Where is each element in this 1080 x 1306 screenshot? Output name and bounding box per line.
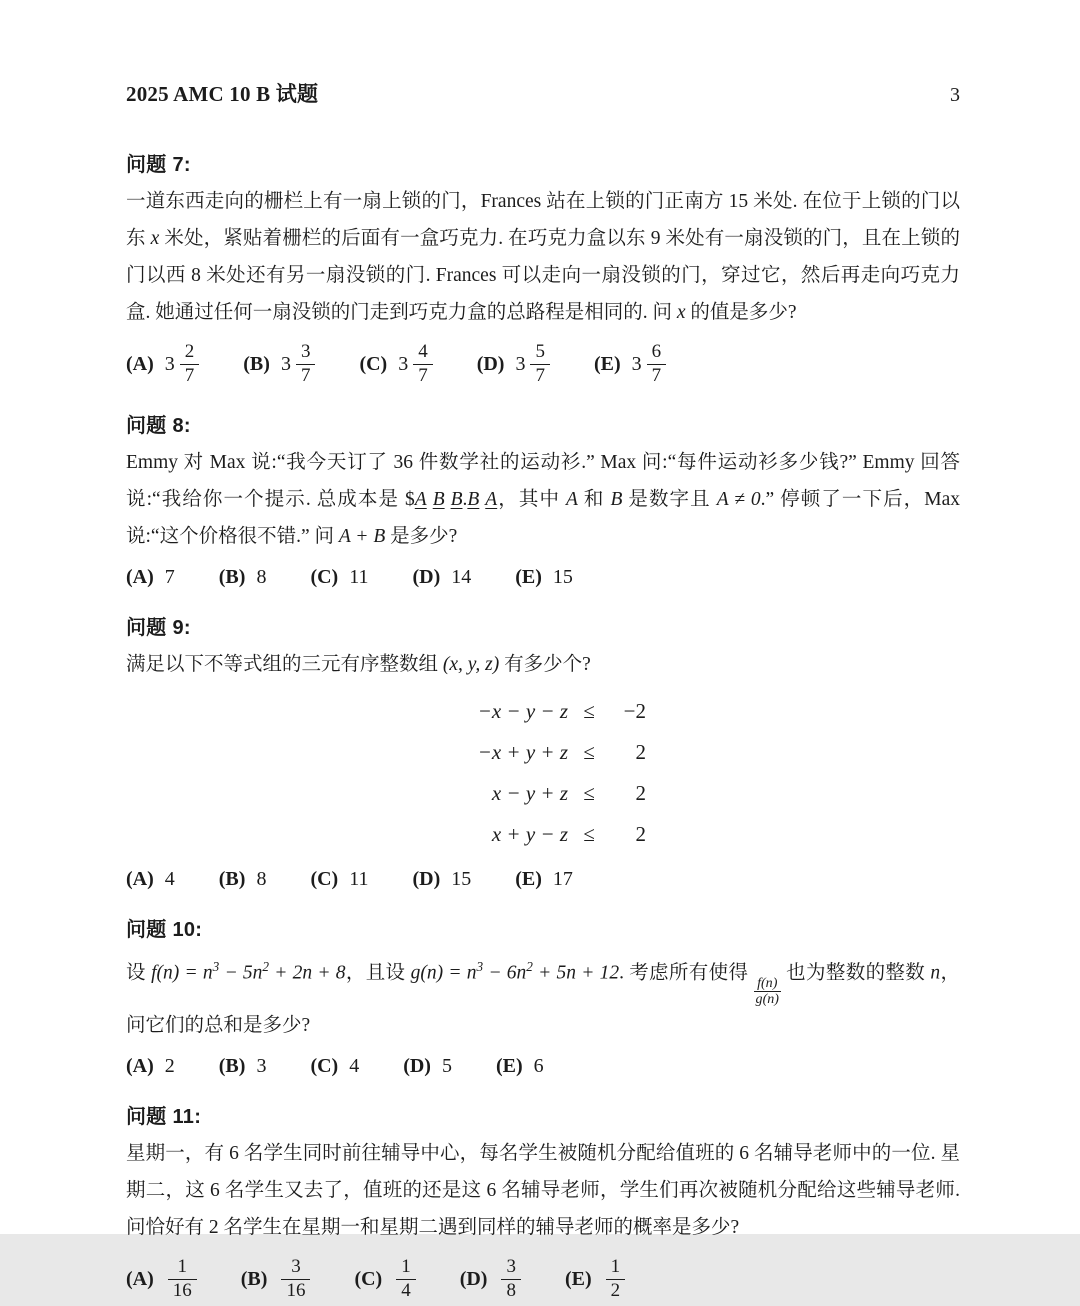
choice-fraction: [168, 1256, 197, 1302]
choice-fraction: [647, 341, 667, 387]
body-text-segment: 2: [262, 959, 269, 974]
choice-label: (B): [218, 867, 246, 890]
choice-b: [243, 341, 315, 387]
fraction-numerator: 1: [606, 1256, 626, 1279]
problem-7: [126, 148, 960, 391]
problem-body: [126, 1135, 960, 1246]
choice-label: (B): [218, 565, 246, 588]
inequality-row: [440, 699, 646, 724]
problem-9: [126, 611, 960, 895]
fraction-numerator: 4: [413, 341, 433, 364]
body-text-segment: + 5n + 12: [532, 962, 620, 984]
choice-value: 4: [164, 867, 175, 890]
inequality-rhs: 2: [635, 740, 646, 764]
choice-label: (E): [593, 352, 621, 375]
fraction-denominator: 16: [172, 1279, 192, 1301]
choice-c: [359, 341, 432, 387]
body-text-segment: B: [432, 489, 445, 510]
choice-fraction: [501, 1256, 521, 1302]
body-text-segment: ，且设: [345, 962, 411, 984]
body-text-segment: ，其中: [497, 489, 567, 510]
body-text-segment: x: [150, 228, 160, 249]
body-text-segment: (x, y, z): [442, 654, 500, 675]
fraction-denominator: 7: [651, 364, 662, 386]
body-text-segment: 3: [212, 959, 220, 974]
choice-label: (E): [515, 565, 542, 588]
inequality-rhs: −2: [623, 699, 646, 723]
choice-label: (B): [240, 1267, 268, 1290]
choices-row: [126, 863, 960, 895]
body-text-segment: A: [566, 489, 578, 510]
choice-d: [460, 1256, 521, 1302]
body-text-segment: n: [930, 962, 941, 984]
choice-value: 11: [349, 867, 369, 890]
body-text-segment: A + B: [338, 526, 386, 547]
body-text-segment: 有多少个?: [499, 654, 591, 675]
fraction-denominator: 7: [184, 364, 195, 386]
problem-heading: 问题 7:: [126, 154, 191, 176]
inequality-row: [440, 822, 646, 847]
choice-c: [310, 868, 368, 891]
problem-10: [126, 913, 960, 1082]
choice-a: [126, 1256, 197, 1302]
choices-row: [126, 1252, 960, 1306]
choice-a: [126, 868, 175, 891]
inequality-relation: ≤: [583, 822, 595, 846]
body-text-segment: B: [610, 489, 623, 510]
fraction-numerator: 2: [180, 341, 200, 364]
body-text-segment: g(n) = n: [410, 962, 477, 984]
choices-row: [126, 1050, 960, 1082]
choice-value: 17: [552, 867, 573, 890]
fraction-numerator: 5: [530, 341, 550, 364]
fraction-denominator: 4: [401, 1279, 411, 1301]
choice-label: (D): [412, 565, 441, 588]
choice-label: (A): [126, 867, 154, 890]
choice-value: 7: [164, 565, 175, 588]
fraction-denominator: 7: [535, 364, 545, 386]
problems-container: [126, 148, 960, 1306]
fraction-numerator: 3: [501, 1256, 521, 1279]
body-text-segment: 也为整数的整数: [780, 962, 931, 984]
choice-label: (B): [218, 1054, 246, 1077]
choice-b: [241, 1256, 311, 1302]
choice-fraction: [606, 1256, 626, 1302]
problem-heading: 问题 10:: [126, 919, 203, 941]
choice-fraction: [396, 1256, 416, 1302]
fraction-denominator: 7: [300, 364, 311, 386]
choice-a: [126, 341, 199, 387]
body-text-segment: 3: [476, 959, 484, 974]
body-text-segment: . 考虑所有使得: [619, 962, 754, 984]
body-text-segment: f(n) = n: [151, 962, 213, 984]
fraction-denominator: 2: [610, 1279, 621, 1301]
choice-value: 8: [256, 565, 267, 588]
body-text-segment: A ≠ 0: [716, 489, 761, 510]
inequality-relation: ≤: [583, 781, 595, 805]
choice-value: 8: [256, 867, 267, 890]
body-text-segment: 满足以下不等式组的三元有序整数组: [126, 654, 443, 675]
body-text-segment: 星期一，有 6 名学生同时前往辅导中心，每名学生被随机分配给值班的 6 名辅导老师中的一位. 星期二，这 6 名学生又去了，值班的还是这 6 名辅导老师，学生们再次被随机分配给这些辅导老师. 问恰好有 2 名学生在星期一和星期二遇到同样的辅导老师的概率是多少?: [126, 1143, 960, 1239]
choice-whole-number: 3: [164, 352, 175, 375]
body-text-segment: − 6n: [483, 962, 527, 984]
choice-label: (C): [310, 867, 339, 890]
choice-fraction: [296, 341, 316, 387]
choice-value: 3: [256, 1054, 267, 1077]
body-text-segment: B: [467, 489, 480, 510]
choice-label: (D): [412, 867, 441, 890]
inequality-relation: ≤: [583, 740, 595, 764]
body-text-segment: .: [462, 489, 468, 510]
choice-label: (C): [310, 565, 339, 588]
body-text-segment: 2: [526, 959, 533, 974]
inequality-lhs: −x + y + z: [477, 740, 568, 764]
choice-label: (E): [515, 867, 542, 890]
choice-e: [565, 1256, 625, 1302]
choice-label: (A): [126, 352, 154, 375]
choice-c: [310, 1055, 359, 1078]
choice-e: [594, 341, 666, 387]
choice-value: 5: [441, 1054, 452, 1077]
body-text-segment: x: [676, 302, 686, 323]
choice-d: [412, 868, 471, 891]
choice-whole-number: 3: [398, 352, 409, 375]
choice-d: [477, 341, 550, 387]
inequality-lhs: −x − y − z: [477, 699, 568, 723]
body-text-segment: 是数字且: [622, 489, 717, 510]
choice-label: (A): [126, 565, 154, 588]
body-text-segment: B: [450, 489, 463, 510]
inequality-relation: ≤: [583, 699, 595, 723]
body-text-segment: 米处，紧贴着栅栏的后面有一盒巧克力. 在巧克力盒以东 9 米处有一扇没锁的门，且在上锁的门以西 8 米处还有另一扇没锁的门. Frances 可以走向一扇没锁的门，穿过它，然后再走向巧克力盒. 她通过任何一扇没锁的门走到巧克力盒的总路程是相同的. 问: [126, 228, 960, 323]
choice-b: [219, 1055, 267, 1078]
choice-label: (D): [403, 1054, 431, 1077]
choice-fraction: [281, 1256, 310, 1302]
body-text-segment: A: [414, 489, 427, 510]
choice-value: 11: [349, 565, 369, 588]
choice-label: (A): [126, 1054, 154, 1077]
choice-c: [354, 1256, 415, 1302]
choice-b: [219, 566, 267, 589]
choice-label: (C): [359, 352, 388, 375]
body-text-segment: 设: [126, 962, 152, 984]
choice-a: [126, 1055, 175, 1078]
choice-whole-number: 3: [515, 352, 526, 375]
choices-row: [126, 561, 960, 593]
body-text-segment: 是多少?: [385, 526, 458, 547]
choice-a: [126, 566, 175, 589]
fraction-numerator: f(n): [754, 976, 781, 992]
problem-heading: 问题 9:: [126, 617, 191, 639]
choice-label: (A): [126, 1267, 154, 1290]
inequality-lhs: x + y − z: [491, 822, 568, 846]
choice-d: [403, 1055, 452, 1078]
choice-whole-number: 3: [631, 352, 642, 375]
fraction-denominator: 8: [506, 1279, 516, 1301]
page-header: [126, 78, 960, 108]
choice-whole-number: 3: [280, 352, 291, 375]
inequality-rhs: 2: [635, 822, 646, 846]
choice-value: 15: [451, 867, 472, 890]
choice-fraction: [413, 341, 433, 387]
choice-label: (D): [459, 1267, 488, 1290]
choice-label: (C): [354, 1267, 383, 1290]
fraction-denominator: 7: [418, 364, 428, 386]
problem-body: [126, 444, 960, 555]
fraction-denominator: 16: [286, 1279, 306, 1301]
inequality-rhs: 2: [635, 781, 646, 805]
choice-value: 4: [349, 1054, 360, 1077]
choice-d: [412, 566, 471, 589]
body-text-segment: Emmy 对 Max 说:“我今天订了 36 件数学社的运动衫.” Max 问:“每件运动衫多少钱?” Emmy 回答说:“我给你一个提示. 总成本是 $: [126, 452, 960, 510]
problem-body: [126, 183, 960, 331]
choice-label: (B): [243, 352, 270, 375]
choice-e: [515, 868, 573, 891]
choice-value: 14: [451, 565, 472, 588]
body-text-segment: .” 停顿了一下后，Max 说:“这个价格很不错.” 问: [126, 489, 961, 547]
body-text-segment: 和: [577, 489, 611, 510]
fraction-denominator: g(n): [755, 990, 779, 1007]
problem-heading: 问题 8:: [126, 415, 191, 437]
document-title: 2025 AMC 10 B 试题: [126, 82, 319, 106]
body-text-segment: ，问它们的总和是多少?: [126, 962, 960, 1037]
inline-fraction: [754, 976, 781, 1007]
choice-value: 15: [552, 565, 573, 588]
body-text-segment: A: [485, 489, 498, 510]
fraction-numerator: 1: [168, 1256, 197, 1279]
choice-label: (E): [564, 1267, 592, 1290]
fraction-numerator: 3: [296, 341, 316, 364]
choice-fraction: [530, 341, 550, 387]
choice-b: [219, 868, 267, 891]
inequality-system: [440, 699, 646, 847]
choice-e: [496, 1055, 544, 1078]
choice-fraction: [180, 341, 200, 387]
inequality-row: [440, 781, 646, 806]
choice-label: (C): [310, 1054, 339, 1077]
body-text-segment: 一道东西走向的栅栏上有一扇上锁的门，Frances 站在上锁的门正南方 15 米处. 在位于上锁的门以东: [126, 191, 960, 249]
fraction-numerator: 1: [396, 1256, 416, 1279]
problem-heading: 问题 11:: [126, 1106, 202, 1129]
choice-value: 6: [533, 1054, 544, 1077]
problem-body: [126, 948, 960, 1044]
body-text-segment: − 5n: [219, 962, 263, 984]
problem-11: [126, 1100, 960, 1306]
fraction-numerator: 3: [281, 1256, 310, 1279]
body-text-segment: 的值是多少?: [685, 302, 797, 323]
choice-label: (D): [476, 352, 505, 375]
problem-body: [126, 646, 960, 683]
inequality-lhs: x − y + z: [491, 781, 568, 805]
inequality-row: [440, 740, 646, 765]
choices-row: [126, 337, 960, 391]
body-text-segment: + 2n + 8: [269, 962, 346, 984]
page-number: 3: [950, 84, 960, 106]
choice-label: (E): [495, 1054, 523, 1077]
choice-value: 2: [164, 1054, 175, 1077]
problem-8: [126, 409, 960, 593]
choice-e: [515, 566, 573, 589]
fraction-numerator: 6: [647, 341, 667, 364]
choice-c: [310, 566, 368, 589]
